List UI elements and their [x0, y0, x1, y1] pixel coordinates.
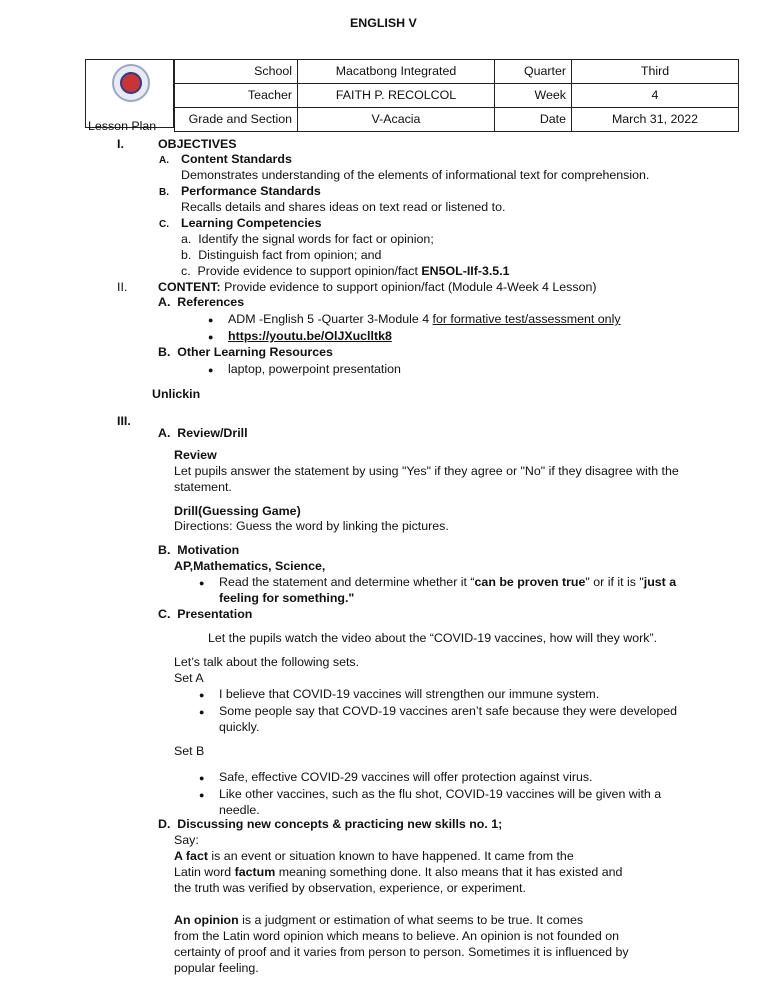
- fact-line-1: [174, 849, 574, 864]
- content-text: Provide evidence to support opinion/fact (Module 4-Week 4 Lesson): [220, 280, 597, 294]
- date-label: Date: [495, 108, 572, 132]
- content-line: [158, 280, 596, 295]
- opinion-line-2: from the Latin word opinion which means to believe. An opinion is not founded on: [174, 929, 619, 943]
- set-b-item-2: Like other vaccines, such as the flu shot, COVID-19 vaccines will be given with a: [219, 787, 662, 801]
- motivation-bold-2: just a: [643, 575, 677, 589]
- content-standards-text: Demonstrates understanding of the elements of informational text for comprehension.: [181, 168, 650, 182]
- deped-seal-icon: [112, 64, 150, 102]
- competency-a: a. Identify the signal words for fact or opinion;: [181, 232, 434, 246]
- content-label: CONTENT:: [158, 280, 221, 294]
- other-resource-item: laptop, powerpoint presentation: [228, 362, 401, 376]
- quarter-value: Third: [572, 60, 739, 84]
- competency-c-text: c. Provide evidence to support opinion/fact: [181, 264, 422, 278]
- presentation-text: Let the pupils watch the video about the “COVID-19 vaccines, how will they work”.: [208, 631, 658, 645]
- reference-2-link[interactable]: https://youtu.be/OlJXuclltk8: [228, 329, 392, 343]
- references-heading: A. References: [158, 295, 245, 309]
- review-heading: Review: [174, 448, 217, 462]
- set-b-item-2-cont: needle.: [219, 803, 260, 817]
- motivation-text-1: Read the statement and determine whether it “: [219, 575, 475, 589]
- say-label: Say:: [174, 833, 199, 847]
- fact-text-2c: meaning something done. It also means that it has existed and: [275, 865, 623, 879]
- page-title: ENGLISH V: [350, 16, 417, 30]
- bullet-icon: ●: [208, 332, 214, 342]
- logo-cell: [85, 59, 174, 128]
- competency-code: EN5OL-IIf-3.5.1: [421, 264, 510, 278]
- competency-b: b. Distinguish fact from opinion; and: [181, 248, 382, 262]
- letter-b: B.: [159, 187, 169, 198]
- motivation-text-2: " or if it is ": [585, 575, 644, 589]
- bullet-icon: ●: [199, 773, 205, 783]
- opinion-term: An opinion: [174, 913, 239, 927]
- bullet-icon: ●: [208, 315, 214, 325]
- subjects-rest: ,Mathematics, Science,: [189, 559, 326, 573]
- set-a-item-1: I believe that COVID-19 vaccines will strengthen our immune system.: [219, 687, 600, 701]
- other-resources-heading: B. Other Learning Resources: [158, 345, 333, 359]
- set-a-item-2: Some people say that COVD-19 vaccines aren’t safe because they were developed: [219, 704, 678, 718]
- set-a-label: Set A: [174, 671, 204, 685]
- opinion-text-1: is a judgment or estimation of what seems to be true. It comes: [238, 913, 584, 927]
- reference-1-note: for formative test/assessment only: [432, 312, 621, 326]
- set-b-label: Set B: [174, 744, 205, 758]
- drill-text: Directions: Guess the word by linking the pictures.: [174, 519, 449, 533]
- letter-c: C.: [159, 219, 169, 230]
- reference-1-text: ADM -English 5 -Quarter 3-Module 4: [228, 312, 433, 326]
- performance-standards-text: Recalls details and shares ideas on text read or listened to.: [181, 200, 506, 214]
- motivation-bold-1: can be proven true: [474, 575, 586, 589]
- learning-competencies-heading: Learning Competencies: [181, 216, 322, 230]
- bullet-icon: ●: [199, 578, 205, 588]
- motivation-statement: [219, 575, 676, 590]
- talk-text: Let’s talk about the following sets.: [174, 655, 360, 669]
- competency-c: [181, 264, 510, 279]
- set-b-item-1: Safe, effective COVID-29 vaccines will offer protection against virus.: [219, 770, 593, 784]
- presentation-heading: C. Presentation: [158, 607, 253, 621]
- header-table: [174, 59, 739, 132]
- opinion-line-1: [174, 913, 583, 928]
- reference-1: [228, 312, 621, 327]
- motivation-heading: B. Motivation: [158, 543, 240, 557]
- bullet-icon: ●: [208, 365, 214, 375]
- section-num-3: III.: [117, 414, 131, 428]
- grade-label: Grade and Section: [175, 108, 298, 132]
- fact-line-3: the truth was verified by observation, experience, or experiment.: [174, 881, 526, 895]
- subjects-line: [174, 559, 325, 574]
- opinion-line-3: certainty of proof and it varies from person to person. Sometimes it is influenced by: [174, 945, 629, 959]
- fact-line-2: [174, 865, 622, 880]
- drill-heading: Drill(Guessing Game): [174, 504, 301, 518]
- section-num-2: II.: [117, 280, 128, 294]
- subject-ap: AP: [174, 559, 190, 573]
- section-num-1: I.: [117, 137, 124, 151]
- performance-standards-heading: Performance Standards: [181, 184, 321, 198]
- set-a-item-2-cont: quickly.: [219, 720, 260, 734]
- grade-value: V-Acacia: [298, 108, 495, 132]
- motivation-bold-3: feeling for something.": [219, 591, 355, 605]
- discussing-heading: D. Discussing new concepts & practicing new skills no. 1;: [158, 817, 503, 831]
- bullet-icon: ●: [199, 690, 205, 700]
- content-standards-heading: Content Standards: [181, 152, 292, 166]
- date-value: March 31, 2022: [572, 108, 739, 132]
- week-label: Week: [495, 84, 572, 108]
- unlocking-label: Unlickin: [152, 387, 201, 401]
- factum-word: factum: [234, 865, 276, 879]
- fact-text-2a: Latin word: [174, 865, 235, 879]
- letter-a: A.: [159, 155, 169, 166]
- school-value: Macatbong Integrated: [298, 60, 495, 84]
- school-label: School: [175, 60, 298, 84]
- bullet-icon: ●: [199, 790, 205, 800]
- review-text-1: Let pupils answer the statement by using "Yes" if they agree or "No" if they disagree with the: [174, 464, 679, 478]
- quarter-label: Quarter: [495, 60, 572, 84]
- teacher-value: FAITH P. RECOLCOL: [298, 84, 495, 108]
- review-drill-heading: A. Review/Drill: [158, 426, 248, 440]
- lesson-plan-label: Lesson Plan: [88, 119, 157, 133]
- fact-text-1: is an event or situation known to have happened. It came from the: [207, 849, 574, 863]
- objectives-heading: OBJECTIVES: [158, 137, 237, 151]
- opinion-line-4: popular feeling.: [174, 961, 259, 975]
- teacher-label: Teacher: [175, 84, 298, 108]
- week-value: 4: [572, 84, 739, 108]
- bullet-icon: ●: [199, 707, 205, 717]
- fact-term: A fact: [174, 849, 208, 863]
- review-text-2: statement.: [174, 480, 232, 494]
